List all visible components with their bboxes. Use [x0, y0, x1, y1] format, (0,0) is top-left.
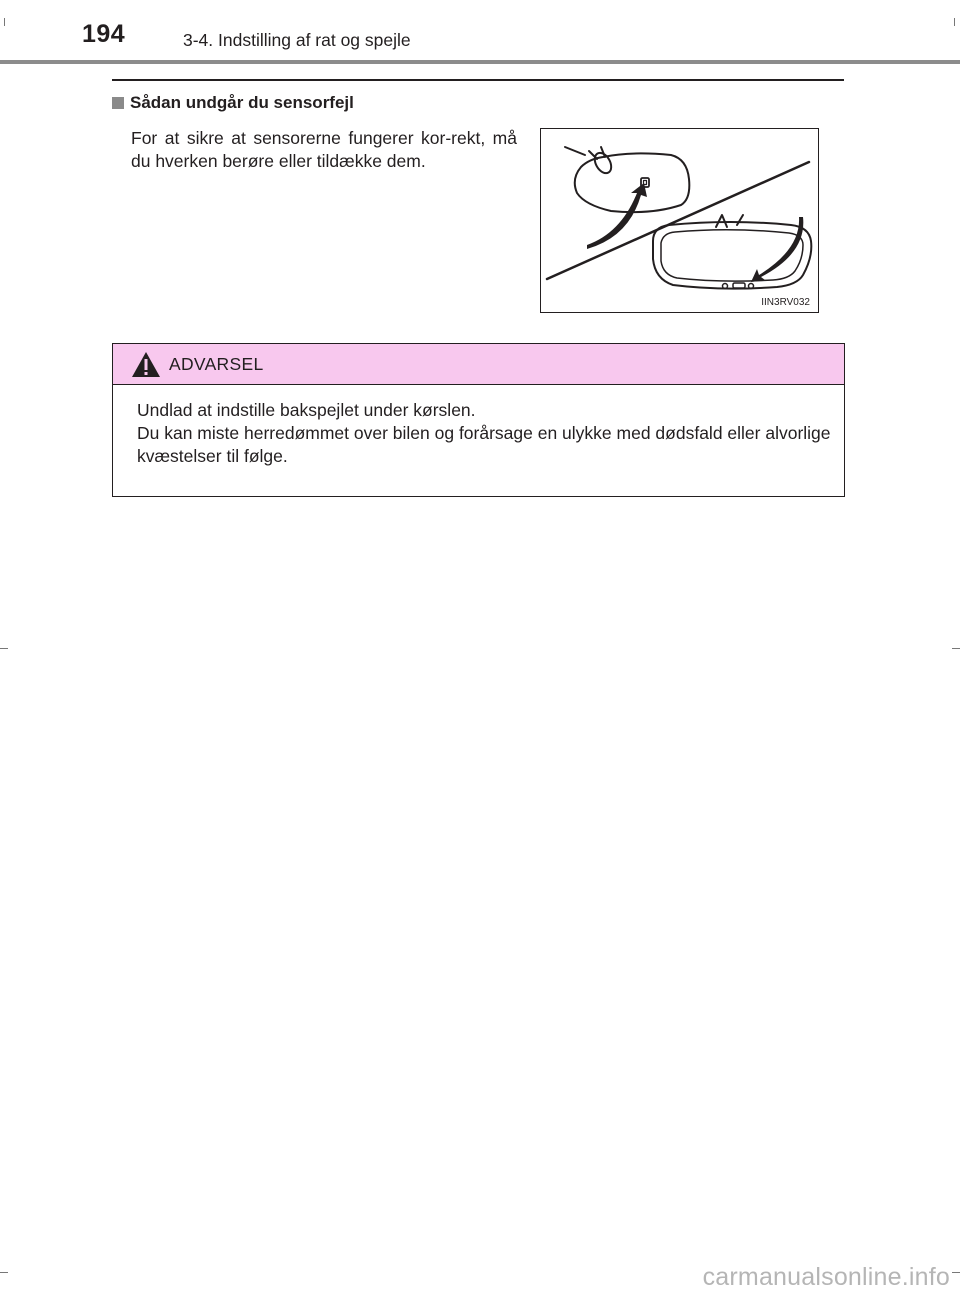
figure-code: IIN3RV032 — [761, 297, 810, 308]
square-bullet-icon — [112, 97, 124, 109]
mirror-sensor-illustration — [540, 128, 819, 313]
warning-body — [113, 385, 844, 468]
crop-mark — [0, 648, 8, 649]
crop-mark — [954, 18, 955, 26]
warning-triangle-icon — [131, 351, 161, 378]
watermark[interactable]: carmanualsonline.info — [702, 1263, 950, 1291]
warning-title: ADVARSEL — [169, 353, 264, 374]
crop-mark — [952, 648, 960, 649]
crop-mark — [4, 18, 5, 26]
subheading-text: Sådan undgår du sensorfejl — [130, 93, 354, 112]
warning-box — [112, 343, 845, 497]
warning-line: Du kan miste herredømmet over bilen og forårsage en ulykke med dødsfald eller alvorlige kvæstelser til følge. — [137, 423, 831, 466]
header-rule — [0, 60, 960, 64]
mirror-diagram-icon — [541, 129, 820, 314]
crop-mark — [0, 1272, 8, 1273]
warning-line: Undlad at indstille bakspejlet under kørslen. — [137, 400, 476, 420]
body-text: For at sikre at sensorerne fungerer kor-rekt, må du hverken berøre eller tildække dem. — [131, 128, 517, 171]
crop-mark — [952, 1272, 960, 1273]
content-rule — [112, 79, 844, 81]
section-title: 3-4. Indstilling af rat og spejle — [183, 30, 411, 50]
subheading — [112, 93, 354, 113]
page-number: 194 — [82, 20, 126, 48]
warning-header — [113, 344, 844, 385]
